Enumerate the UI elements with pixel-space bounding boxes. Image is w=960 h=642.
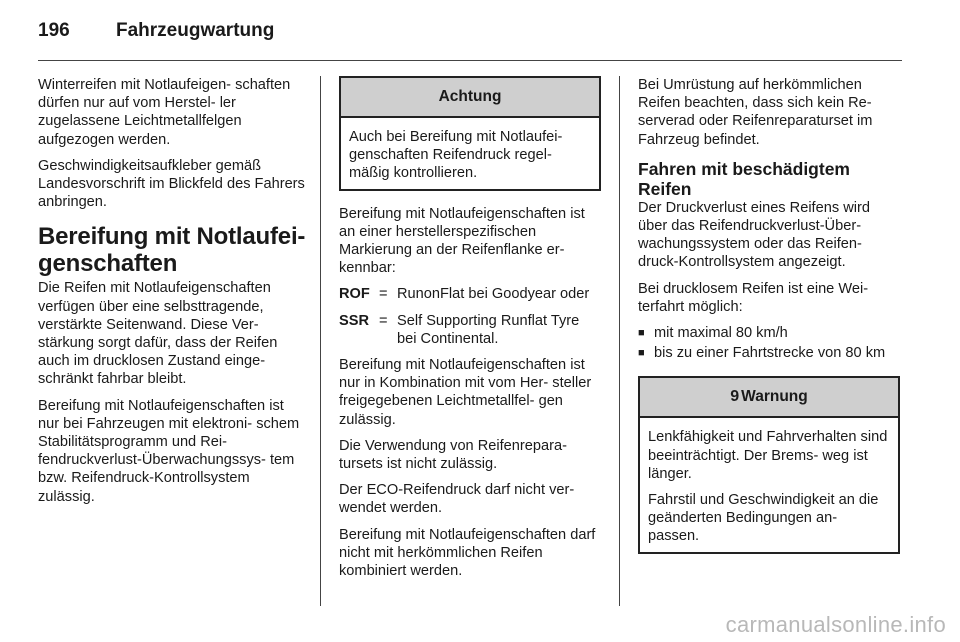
paragraph: Die Verwendung von Reifenrepara- tursets ist nicht zulässig.: [339, 437, 567, 473]
watermark: carmanualsonline.info: [725, 612, 946, 637]
page-header: [38, 20, 274, 50]
paragraph: Winterreifen mit Notlaufeigen- schaften dürfen nur auf vom Herstel- ler zugelassene Leichtmetallfelgen aufgezogen werden.: [38, 77, 291, 148]
column-right: [638, 76, 900, 568]
list-item-text: bis zu einer Fahrtstrecke von 80 km: [654, 345, 886, 362]
definition-row: [339, 312, 601, 348]
marking-definitions: [339, 285, 601, 348]
section-heading-runflat: Bereifung mit Notlaufei- genschaften: [38, 223, 306, 278]
warning-text: Lenkfähigkeit und Fahrverhalten sind beeinträchtigt. Der Brems- weg ist länger.: [648, 429, 888, 482]
definition-row: [339, 285, 601, 303]
warning-title: Warnung: [741, 388, 808, 406]
definition-term: ROF: [339, 286, 370, 303]
warning-text: Fahrstil und Geschwindigkeit an die geänderten Bedingungen an- passen.: [648, 492, 879, 545]
caution-text: Auch bei Bereifung mit Notlaufei- genschaften Reifendruck regel- mäßig kontrollieren.: [349, 129, 563, 182]
paragraph: Bei drucklosem Reifen ist eine Wei- terfahrt möglich:: [638, 280, 869, 315]
paragraph: Bereifung mit Notlaufeigenschaften ist nur in Kombination mit vom Her- steller freigegebenen Leichtmetallfel- gen zulässig.: [339, 357, 592, 428]
paragraph: Bereifung mit Notlaufeigenschaften ist an einer herstellerspezifischen Markierung an der Reifenflanke er- kennbar:: [339, 205, 585, 277]
bullet-list: [638, 324, 900, 362]
definition-equals: =: [379, 312, 388, 329]
caution-box: [339, 76, 601, 191]
page-title: Fahrzeugwartung: [116, 20, 275, 41]
paragraph: Der Druckverlust eines Reifens wird über das Reifendruckverlust-Über- wachungssystem oder das Reifen- druck-Kontrollsystem angezeigt.: [638, 199, 870, 271]
column-left: [38, 76, 306, 514]
caution-title: Achtung: [341, 78, 599, 118]
bullet-square-icon: ■: [638, 327, 645, 340]
definition-term: SSR: [339, 312, 370, 329]
definition-text: RunonFlat bei Goodyear oder: [397, 286, 590, 303]
warning-triangle-icon: 9: [730, 388, 740, 406]
list-item: [638, 324, 900, 342]
column-divider: [320, 76, 321, 606]
definition-equals: =: [379, 286, 388, 303]
section-heading-damaged-tyre: Fahren mit beschädigtem Reifen: [638, 158, 850, 199]
warning-title-bar: [640, 378, 898, 418]
column-middle: [339, 76, 601, 588]
page-number: 196: [38, 20, 70, 41]
paragraph: Die Reifen mit Notlaufeigenschaften verfügen über eine selbsttragende, verstärkte Seitenwand. Diese Ver- stärkung sorgt dafür, dass der Reifen auch im drucklosen Zustand einge- schränkt fahrbar bleibt.: [38, 280, 278, 388]
bullet-square-icon: ■: [638, 347, 645, 360]
paragraph: Geschwindigkeitsaufkleber gemäß Landesvorschrift im Blickfeld des Fahrers anbringen.: [38, 157, 305, 211]
paragraph: Bereifung mit Notlaufeigenschaften ist nur bei Fahrzeugen mit elektroni- schem Stabilitätsprogramm und Rei- fendruckverlust-Überwachungssys- tem bzw. Reifendruck-Kontrollsystem zulässig.: [38, 397, 300, 505]
list-item: [638, 344, 900, 362]
definition-text: Self Supporting Runflat Tyre bei Continental.: [397, 312, 580, 347]
header-rule: [38, 60, 902, 61]
column-divider: [619, 76, 620, 606]
paragraph: Der ECO-Reifendruck darf nicht ver- wendet werden.: [339, 482, 575, 517]
warning-box: [638, 376, 900, 553]
paragraph: Bei Umrüstung auf herkömmlichen Reifen beachten, dass sich kein Re- serverad oder Reifenreparaturset im Fahrzeug befindet.: [638, 77, 873, 148]
paragraph: Bereifung mit Notlaufeigenschaften darf nicht mit herkömmlichen Reifen kombiniert werden.: [339, 526, 596, 580]
list-item-text: mit maximal 80 km/h: [654, 325, 788, 342]
